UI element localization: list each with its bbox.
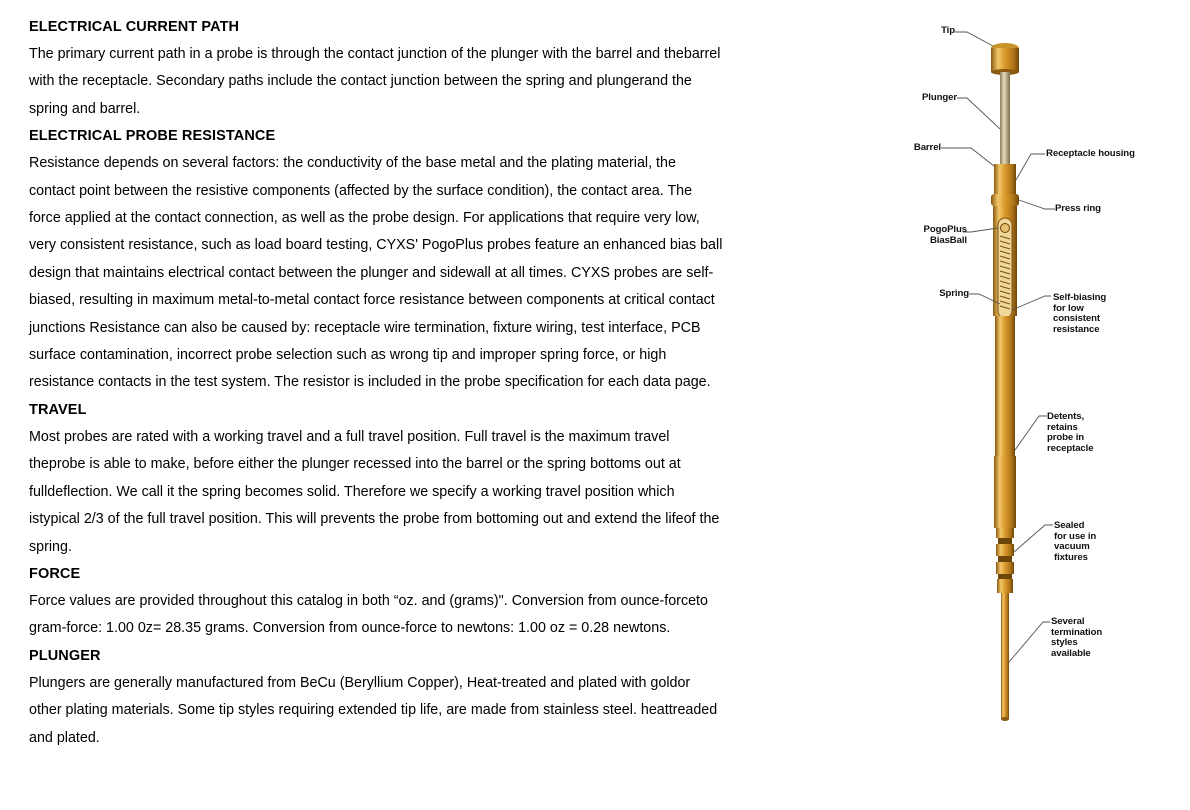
label-press-ring: Press ring: [1055, 203, 1101, 214]
plunger-rod: [1000, 72, 1010, 170]
text-line: Resistance depends on several factors: the conductivity of the base metal and the plating material, the: [29, 155, 676, 172]
tip-head: [991, 43, 1019, 75]
text-line: other plating materials. Some tip styles requiring extended tip life, are made from stainless steel. heattreaded: [29, 702, 718, 719]
text-line: Plungers are generally manufactured from BeCu (Beryllium Copper), Heat-treated and plated with goldor: [29, 674, 691, 691]
text-line: with the receptacle. Secondary paths include the contact junction between the spring and plungerand the: [29, 73, 692, 90]
text-line: istypical 2/3 of the full travel position. This will prevents the probe from bottoming out and extend the lifeof the: [29, 511, 720, 528]
barrel-main: [995, 316, 1015, 456]
receptacle-top: [994, 164, 1016, 194]
section-title: FORCE: [29, 565, 81, 582]
label-plunger: Plunger: [921, 92, 957, 103]
press-ring: [991, 194, 1019, 206]
bias-ball: [1001, 224, 1010, 233]
section-title: ELECTRICAL CURRENT PATH: [29, 19, 240, 35]
text-line: gram-force: 1.00 0z= 28.35 grams. Conversion from ounce-force to newtons: 1.00 oz = 0.28 newtons.: [29, 620, 671, 637]
text-line: The primary current path in a probe is through the contact junction of the plunger with the barrel and thebarrel: [29, 46, 721, 62]
text-line: very consistent resistance, such as load board testing, CYXS' PogoPlus probes feature an enhanced bias ball: [29, 237, 723, 254]
section-title: PLUNGER: [29, 647, 101, 664]
section-body: [29, 670, 789, 752]
probe-diagram: [905, 14, 1165, 729]
label-self-biasing: Self-biasing for low consistent resistance: [1053, 292, 1107, 335]
document-text: [29, 14, 789, 752]
text-line: contact point between the resistive components (affected by the surface condition), the contact area. The: [29, 182, 693, 199]
section-body: [29, 41, 789, 123]
text-line: spring and barrel.: [29, 100, 141, 117]
label-pogoplus-biasball: PogoPlus BiasBall: [923, 224, 967, 246]
text-line: force applied at the contact connection, as well as the probe design. For applications that require very low,: [29, 210, 700, 227]
seal-rings: [996, 528, 1014, 593]
text-line: design that maintains electrical contact between the plunger and sidewall at all times. CYXS probes are self-: [29, 264, 714, 281]
text-line: junctions Resistance can also be caused by: receptacle wire termination, fixture wiring, test interface, PCB: [29, 319, 701, 336]
section-title: TRAVEL: [29, 401, 87, 418]
label-barrel: Barrel: [913, 142, 941, 153]
section-electrical-current-path: [29, 14, 789, 123]
text-line: resistance contacts in the test system. The resistor is included in the probe specification for each data page.: [29, 374, 711, 391]
text-line: surface contamination, incorrect probe selection such as wrong tip and improper spring force, or high: [29, 347, 667, 364]
section-force: [29, 561, 789, 643]
section-plunger: [29, 643, 789, 752]
label-spring: Spring: [939, 288, 969, 299]
text-line: fulldeflection. We call it the spring becomes solid. Therefore we specify a working travel position which: [29, 483, 675, 500]
section-body: [29, 424, 789, 561]
text-line: Most probes are rated with a working travel and a full travel position. Full travel is the maximum travel: [29, 428, 670, 445]
text-line: biased, resulting in maximum metal-to-metal contact force resistance between components at critical contact: [29, 292, 715, 309]
termination-tail: [1001, 593, 1009, 719]
label-tip: Tip: [941, 25, 955, 36]
section-body: [29, 588, 789, 643]
text-line: spring.: [29, 538, 72, 555]
section-travel: [29, 397, 789, 561]
section-electrical-probe-resistance: [29, 123, 789, 397]
label-termination-styles: Several termination styles available: [1051, 616, 1103, 659]
text-line: and plated.: [29, 729, 100, 746]
label-detents: Detents, retains probe in receptacle: [1047, 411, 1094, 454]
barrel-lower: [994, 456, 1016, 528]
text-line: Force values are provided throughout this catalog in both “oz. and (grams)". Conversion from ounce-forceto: [29, 592, 708, 609]
label-sealed: Sealed for use in vacuum fixtures: [1054, 520, 1097, 563]
section-body: [29, 150, 789, 397]
label-receptacle-housing: Receptacle housing: [1046, 148, 1135, 159]
section-title: ELECTRICAL PROBE RESISTANCE: [29, 128, 276, 145]
text-line: theprobe is able to make, before either the plunger recessed into the barrel or the spring bottoms out at: [29, 456, 681, 473]
